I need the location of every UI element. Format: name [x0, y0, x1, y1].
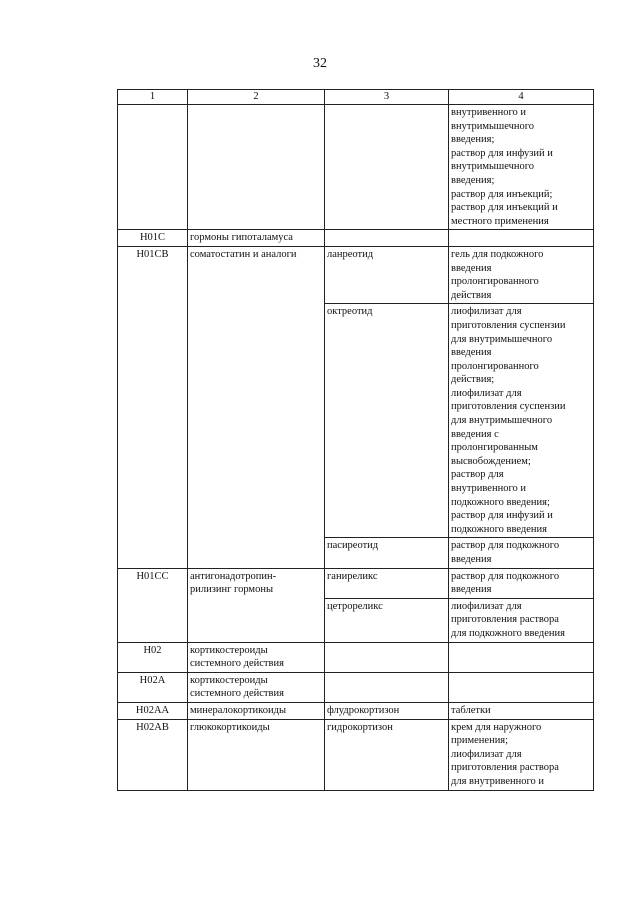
code-cell: H01CB [118, 246, 188, 568]
table-row [118, 672, 594, 702]
drug-cell [325, 105, 449, 230]
drug-cell: флудрокортизон [325, 702, 449, 719]
code-cell: H02AB [118, 719, 188, 790]
code-cell: H02AA [118, 702, 188, 719]
drug-cell: октреотид [325, 304, 449, 538]
table-row [118, 105, 594, 230]
group-cell: кортикостероиды системного действия [188, 672, 325, 702]
forms-cell [449, 642, 594, 672]
drug-cell: ланреотид [325, 246, 449, 303]
forms-cell: внутривенного и внутримышечного введения; раствор для инфузий и внутримышечного введения; раствор для инъекций; раствор для инъекций и местного применения [449, 105, 594, 230]
forms-cell [449, 672, 594, 702]
table-header-row [118, 90, 594, 105]
drug-cell [325, 672, 449, 702]
drug-cell: ганиреликс [325, 568, 449, 598]
table-row [118, 568, 594, 598]
forms-cell: раствор для подкожного введения [449, 568, 594, 598]
page-number: 32 [313, 56, 327, 71]
drug-table [117, 89, 594, 791]
column-header-2: 2 [188, 90, 325, 105]
drug-cell [325, 642, 449, 672]
table-row [118, 702, 594, 719]
code-cell [118, 105, 188, 230]
code-cell: H01C [118, 230, 188, 247]
drug-cell [325, 230, 449, 247]
drug-cell: цетрореликс [325, 598, 449, 642]
forms-cell: раствор для подкожного введения [449, 538, 594, 568]
code-cell: H02A [118, 672, 188, 702]
column-header-4: 4 [449, 90, 594, 105]
forms-cell [449, 230, 594, 247]
forms-cell: крем для наружного применения; лиофилизат для приготовления раствора для внутривенного и [449, 719, 594, 790]
table-row [118, 719, 594, 790]
table-row [118, 230, 594, 247]
drug-cell: гидрокортизон [325, 719, 449, 790]
group-cell: гормоны гипоталамуса [188, 230, 325, 247]
code-cell: H01CC [118, 568, 188, 642]
group-cell: глюкокортикоиды [188, 719, 325, 790]
group-cell: антигонадотропин- рилизинг гормоны [188, 568, 325, 642]
group-cell [188, 105, 325, 230]
column-header-3: 3 [325, 90, 449, 105]
forms-cell: лиофилизат для приготовления суспензии для внутримышечного введения пролонгированного действия; лиофилизат для приготовления суспензии для внутримышечного введения с пролонгированным высвобождением; раствор для внутривенного и подкожного введения; раствор для инфузий и подкожного введения [449, 304, 594, 538]
table-row [118, 246, 594, 303]
column-header-1: 1 [118, 90, 188, 105]
forms-cell: гель для подкожного введения пролонгированного действия [449, 246, 594, 303]
forms-cell: таблетки [449, 702, 594, 719]
table-row [118, 642, 594, 672]
group-cell: кортикостероиды системного действия [188, 642, 325, 672]
group-cell: минералокортикоиды [188, 702, 325, 719]
group-cell: соматостатин и аналоги [188, 246, 325, 568]
drug-cell: пасиреотид [325, 538, 449, 568]
forms-cell: лиофилизат для приготовления раствора для подкожного введения [449, 598, 594, 642]
code-cell: H02 [118, 642, 188, 672]
